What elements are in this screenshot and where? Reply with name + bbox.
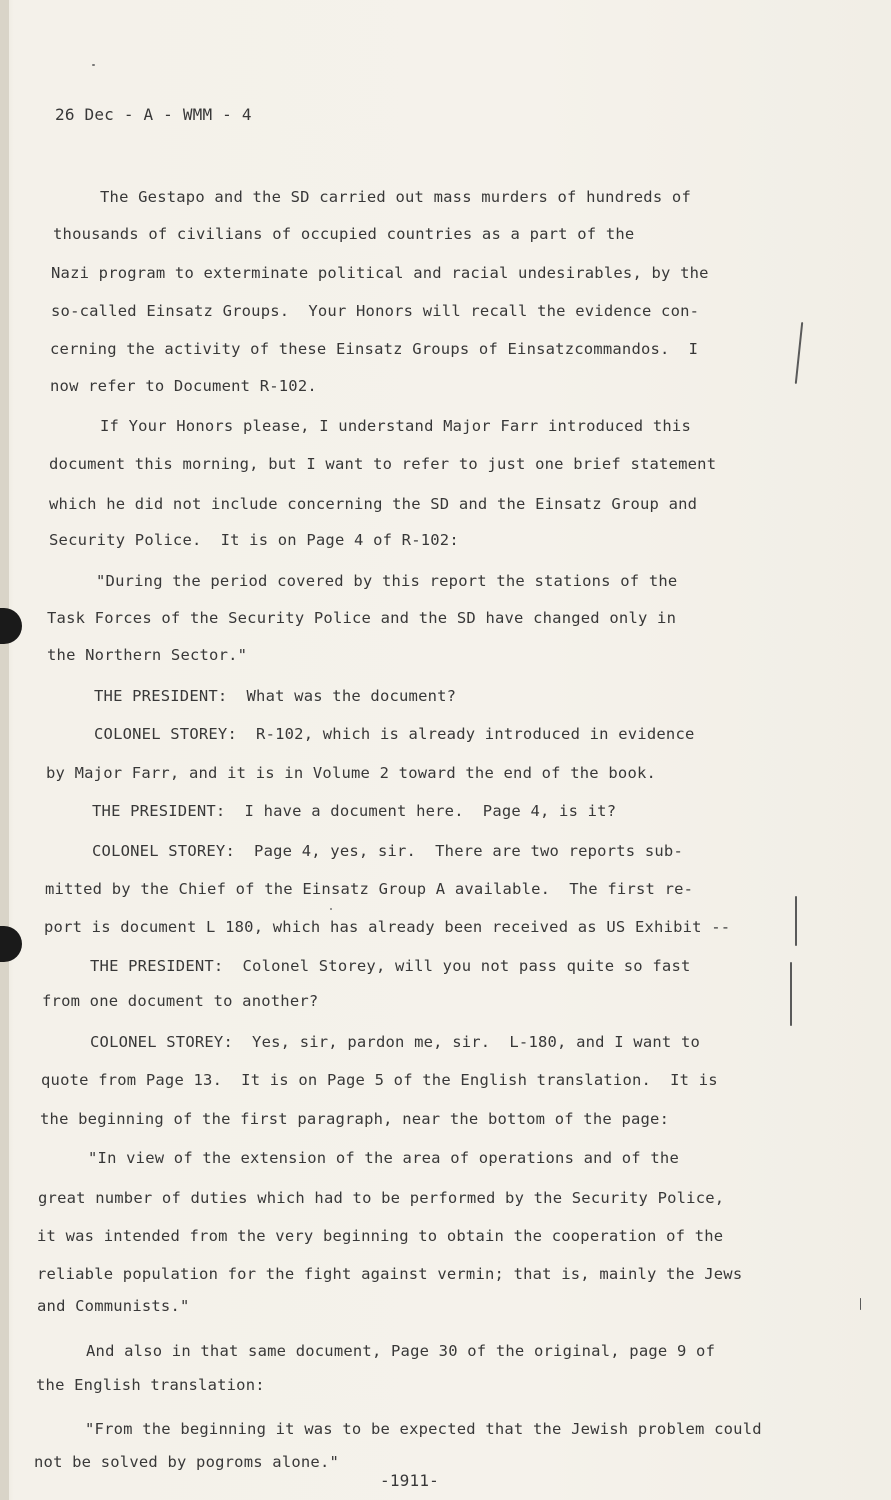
speaker-line: THE PRESIDENT: What was the document?: [94, 687, 457, 705]
text-line: document this morning, but I want to refer to just one brief statement: [49, 455, 717, 473]
text-line: mitted by the Chief of the Einsatz Group A available. The first re-: [45, 880, 694, 898]
margin-mark-1: [795, 322, 803, 384]
quote-line: Task Forces of the Security Police and the SD have changed only in: [47, 609, 677, 627]
text-line: quote from Page 13. It is on Page 5 of the English translation. It is: [41, 1071, 718, 1089]
text-line: port is document L 180, which has already been received as US Exhibit --: [44, 918, 731, 936]
quote-line: the Northern Sector.": [47, 646, 248, 664]
text-line: Nazi program to exterminate political and racial undesirables, by the: [51, 264, 709, 282]
text-line: from one document to another?: [42, 992, 319, 1010]
text-line: If Your Honors please, I understand Major Farr introduced this: [100, 417, 691, 435]
text-line: thousands of civilians of occupied countries as a part of the: [53, 225, 635, 243]
margin-mark-3: [790, 962, 792, 1026]
speaker-line: COLONEL STOREY: Page 4, yes, sir. There are two reports sub-: [92, 842, 683, 860]
quote-line: it was intended from the very beginning to obtain the cooperation of the: [37, 1227, 724, 1245]
speck: [330, 908, 332, 910]
punch-hole-top: [0, 608, 22, 644]
text-line: which he did not include concerning the SD and the Einsatz Group and: [49, 495, 698, 513]
page-number: -1911-: [380, 1471, 439, 1490]
text-line: so-called Einsatz Groups. Your Honors will recall the evidence con-: [51, 302, 700, 320]
quote-line: "In view of the extension of the area of operations and of the: [88, 1149, 679, 1167]
page-header: 26 Dec - A - WMM - 4: [55, 105, 252, 124]
quote-line: "From the beginning it was to be expected that the Jewish problem could: [85, 1420, 762, 1438]
punch-hole-bottom: [0, 926, 22, 962]
text-line: by Major Farr, and it is in Volume 2 toward the end of the book.: [46, 764, 657, 782]
text-line: now refer to Document R-102.: [50, 377, 317, 395]
quote-line: "During the period covered by this report the stations of the: [96, 572, 678, 590]
text-line: cerning the activity of these Einsatz Groups of Einsatzcommandos. I: [50, 340, 699, 358]
quote-line: reliable population for the fight against vermin; that is, mainly the Jews: [37, 1265, 743, 1283]
text-line: The Gestapo and the SD carried out mass murders of hundreds of: [100, 188, 691, 206]
speaker-line: THE PRESIDENT: Colonel Storey, will you not pass quite so fast: [90, 957, 691, 975]
speaker-line: COLONEL STOREY: Yes, sir, pardon me, sir. L-180, and I want to: [90, 1033, 701, 1051]
quote-line: and Communists.": [37, 1297, 190, 1315]
margin-mark-4: [860, 1298, 861, 1310]
speaker-line: THE PRESIDENT: I have a document here. Page 4, is it?: [92, 802, 617, 820]
speck: [92, 64, 95, 66]
speaker-line: COLONEL STOREY: R-102, which is already introduced in evidence: [94, 725, 695, 743]
quote-line: great number of duties which had to be performed by the Security Police,: [38, 1189, 725, 1207]
margin-mark-2: [795, 896, 797, 946]
page-left-edge: [0, 0, 9, 1500]
text-line: the beginning of the first paragraph, near the bottom of the page:: [40, 1110, 670, 1128]
text-line: And also in that same document, Page 30 of the original, page 9 of: [86, 1342, 716, 1360]
text-line: Security Police. It is on Page 4 of R-102:: [49, 531, 459, 549]
quote-line: not be solved by pogroms alone.": [34, 1453, 340, 1471]
text-line: the English translation:: [36, 1376, 265, 1394]
